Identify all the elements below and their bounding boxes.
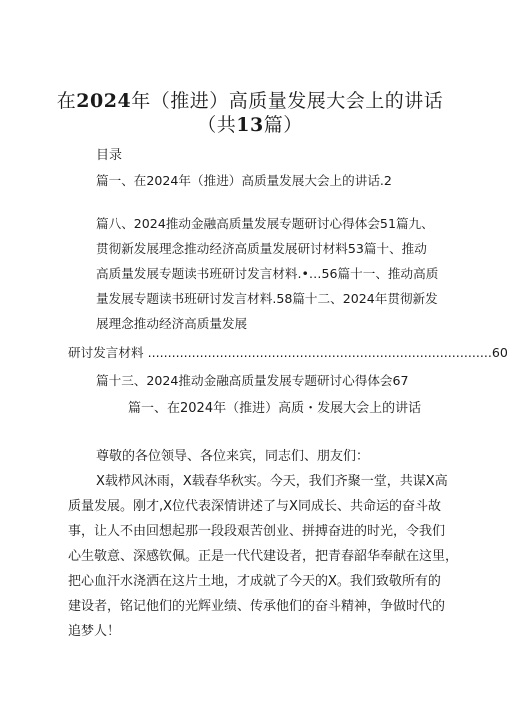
document-title-line1 <box>0 86 500 113</box>
title-year: 2024 <box>76 90 132 112</box>
toc-heading: 目录 <box>96 148 123 163</box>
speech-line-1: X载栉风沐雨，X载春华秋实。今天，我们齐聚一堂，共谋X高 <box>96 474 448 489</box>
title-count-suffix: 篇） <box>263 114 303 136</box>
toc-block-line-2[interactable]: 贯彻新发展理念推动经济高质量发展研讨材料53篇十、推动 <box>96 241 427 256</box>
toc-entry-13[interactable]: 篇十三、2024推动金融高质量发展专题研讨心得体会67 <box>96 373 409 388</box>
toc-block-line-3[interactable]: 高质量发展专题读书班研讨发言材料.•…56篇十一、推动高质 <box>96 266 439 281</box>
document-title-line2 <box>0 110 500 137</box>
toc-dotted-entry[interactable]: 研讨发言材料 ......................................................................................60 <box>68 345 508 360</box>
toc-entry-1[interactable]: 篇一、在2024年（推进）高质量发展大会上的讲话.2 <box>96 173 392 188</box>
title-count-prefix: （共 <box>197 114 237 136</box>
title-count: 13 <box>236 114 264 136</box>
speech-line-2: 质量发展。刚才,X位代表深情讲述了与X同成长、共命运的奋斗故 <box>68 499 441 514</box>
speech-line-6: 建设者，铭记他们的光辉业绩、传承他们的奋斗精神，争做时代的 <box>68 599 446 614</box>
section-heading: 篇一、在2024年（推进）高质・发展大会上的讲话 <box>128 401 422 416</box>
speech-line-4: 心生敬意、深感钦佩。正是一代代建设者，把青春韶华奉献在这里， <box>68 549 459 564</box>
title-prefix: 在 <box>56 90 77 112</box>
speech-line-7: 追梦人！ <box>68 624 121 639</box>
title-rest: 年（推进）高质量发展大会上的讲话 <box>131 90 444 112</box>
toc-block-line-5[interactable]: 展理念推动经济高质量发展 <box>96 316 248 331</box>
speech-line-5: 把心血汗水浇洒在这片土地，才成就了今天的X。我们致敬所有的 <box>68 574 441 589</box>
speech-line-3: 事，让人不由回想起那一段段艰苦创业、拼搏奋进的时光，令我们 <box>68 524 446 539</box>
speech-salutation: 尊敬的各位领导、各位来宾，同志们、朋友们： <box>96 449 370 464</box>
toc-block-line-4[interactable]: 量发展专题读书班研讨发言材料.58篇十二、2024年贯彻新发 <box>96 291 438 306</box>
toc-block-line-1[interactable]: 篇八、2024推动金融高质量发展专题研讨心得体会51篇九、 <box>96 216 434 231</box>
